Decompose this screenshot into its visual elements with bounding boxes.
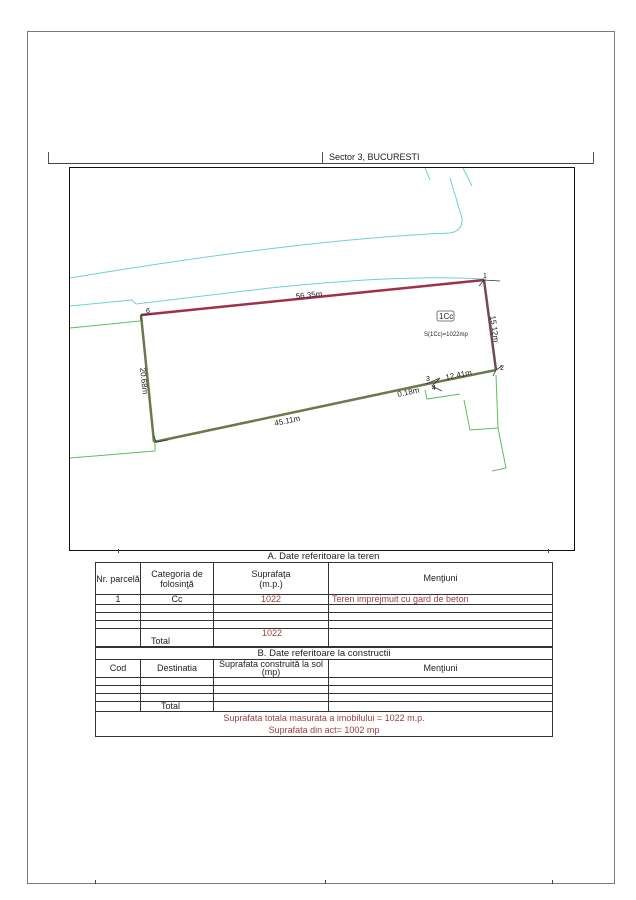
table-a-header-row [96,563,553,595]
section-a-title: A. Date referitoare la teren [267,551,380,562]
footer-row [96,712,553,737]
cell-nr: 1 [96,595,141,605]
neighbor-line-right [464,375,498,430]
footer-line-total: Suprafata totala masurata a imobilului = 1022 m.p. [223,713,425,723]
header-mentiuni-b: Menţiuni [329,660,553,678]
table-b-header-row [96,660,553,678]
header-strip [48,152,594,164]
cell-suprafata: 1022 [214,595,329,605]
table-row-empty [96,621,553,629]
frame-tick [95,880,96,884]
table-a-total-row [96,629,553,647]
length-label-2-3: 12.41m [444,368,473,382]
footer-summary [96,712,553,737]
table-row-empty [96,678,553,686]
length-label-4-5: 0.18m [396,385,421,399]
neighbor-line-right-2 [492,428,506,471]
road-edge-upper [70,178,462,278]
header-suprafata: Suprafaţa (m.p.) [214,563,329,595]
section-b-title-row [96,648,553,660]
header-cod: Cod [96,660,141,678]
location-label: Sector 3, BUCURESTI [322,152,420,164]
length-label-6-1: 56.35m [295,289,323,301]
header-destinatia: Destinatia [141,660,214,678]
table-row-empty [96,686,553,694]
length-label-left: 20.68m [138,367,150,395]
table-row-empty [96,694,553,702]
parcel-area-label: S(1Cc)=1022mp [424,332,468,338]
map-drawing [70,168,575,551]
neighbor-line-left-bottom [70,440,155,458]
section-a-table [95,562,553,647]
header-mentiuni: Menţiuni [329,563,553,595]
table-row [96,595,553,605]
header-nr-parcela: Nr. parcelă [96,563,141,595]
length-label-5-6: 45.11m [273,413,301,428]
section-b-title: B. Date referitoare la constructii [96,648,553,660]
vertex-label-6: 6 [146,308,150,315]
cell-categoria: Cc [141,595,214,605]
neighbor-line-small [425,390,460,399]
road-edge-far2 [425,168,430,180]
cell-mentiuni: Teren imprejmuit cu gard de beton [329,595,553,605]
table-b-total-row [96,702,553,712]
total-label-a: Total [141,629,214,647]
table-row-empty [96,605,553,613]
vertex-label-2: 2 [500,365,504,372]
header-categoria: Categoria de folosinţă [141,563,214,595]
parcel-code: 1Cc [439,312,454,321]
frame-tick [552,880,553,884]
table-row-empty [96,613,553,621]
length-label-1-2: 15.12m [488,315,501,343]
road-edge-far [463,168,472,186]
section-b-table [95,647,553,737]
total-label-b: Total [141,702,214,712]
vertex-label-4: 4 [432,385,436,392]
neighbor-line-left-top [70,321,140,328]
vertex-label-1: 1 [483,273,487,280]
header-suprafata-construita: Suprafata construită la sol (mp) [214,660,329,678]
frame-tick [325,880,326,884]
cadastral-map [69,167,575,551]
boundary-3-5 [154,384,427,442]
footer-line-act: Suprafata din act= 1002 mp [268,725,380,735]
vertex-label-3: 3 [426,376,430,383]
total-value-a: 1022 [214,629,329,647]
